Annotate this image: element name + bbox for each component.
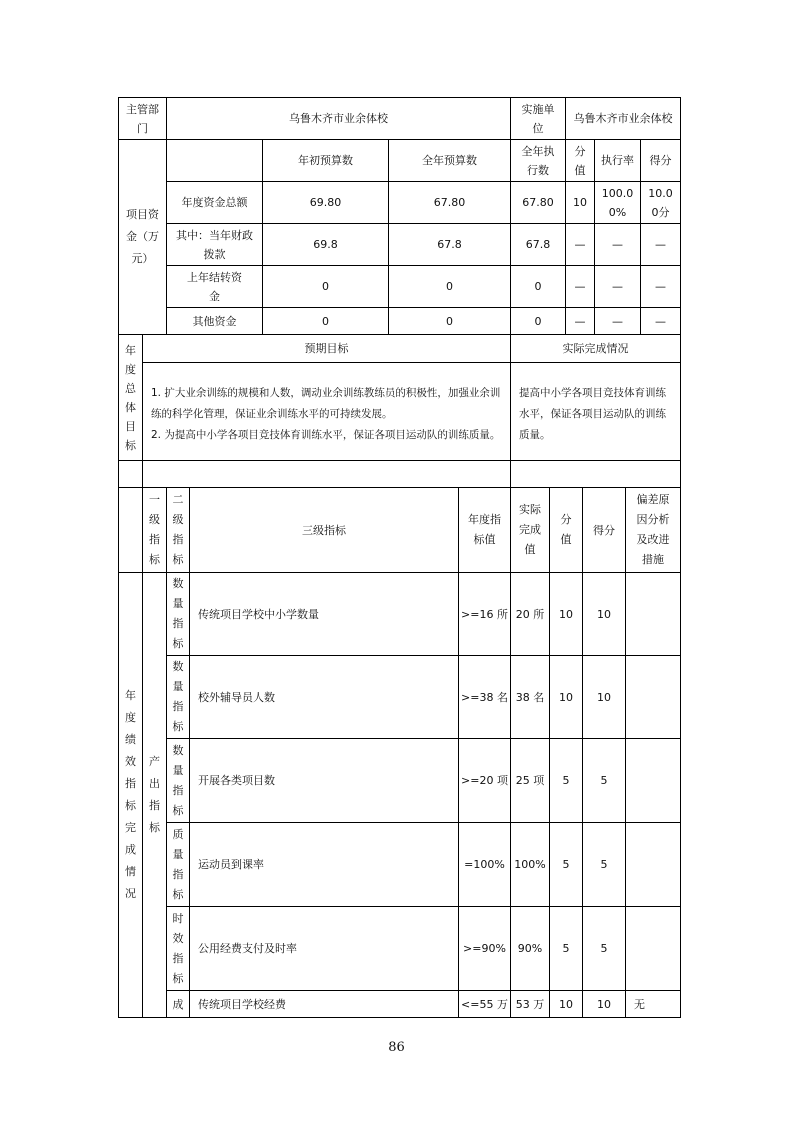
indicator-score-value: 10: [549, 655, 583, 739]
indicator-score: 10: [582, 655, 626, 739]
funds-row-name: 年度资金总额: [166, 181, 263, 224]
funds-row-initial: 0: [262, 307, 389, 335]
indicators-col-level1: 一级指标: [142, 487, 167, 573]
goals-actual-text: 提高中小学各项目竞技体育训练水平，保证各项目运动队的训练质量。: [510, 362, 681, 461]
indicator-actual: 53 万: [510, 990, 550, 1018]
indicator-level2: 数量指标: [166, 738, 190, 823]
funds-row-score-value: 10: [565, 181, 595, 224]
indicator-actual: 38 名: [510, 655, 550, 739]
indicator-score-value: 10: [549, 572, 583, 656]
funds-col-score: 得分: [640, 139, 681, 182]
indicator-note: [625, 906, 681, 991]
funds-row-score-value: —: [565, 307, 595, 335]
goals-expected-header: 预期目标: [142, 334, 511, 363]
funds-col-annual: 全年预算数: [388, 139, 511, 182]
funds-row-score-value: —: [565, 265, 595, 308]
indicator-level2: 数量指标: [166, 572, 190, 656]
indicators-col-note: 偏差原因分析及改进措施: [625, 487, 681, 573]
funds-row-score: —: [640, 307, 681, 335]
funds-col-executed: 全年执行数: [510, 139, 566, 182]
blank-cell: [510, 460, 681, 488]
indicator-name: 开展各类项目数: [189, 738, 459, 823]
indicators-col-level2: 二级指标: [166, 487, 190, 573]
funds-row-initial: 0: [262, 265, 389, 308]
goals-label: 年度总体目标: [118, 334, 143, 461]
indicator-level2: 数量指标: [166, 655, 190, 739]
goals-actual-header: 实际完成情况: [510, 334, 681, 363]
page-number: 86: [388, 1040, 405, 1055]
indicator-score-value: 5: [549, 822, 583, 907]
indicator-actual: 20 所: [510, 572, 550, 656]
funds-col-initial: 年初预算数: [262, 139, 389, 182]
indicator-target: >=20 项: [458, 738, 511, 823]
indicator-name: 运动员到课率: [189, 822, 459, 907]
indicator-note: [625, 572, 681, 656]
indicator-target: >=90%: [458, 906, 511, 991]
funds-row-score: —: [640, 223, 681, 266]
indicator-score: 10: [582, 990, 626, 1018]
indicator-score-value: 5: [549, 738, 583, 823]
funds-row-initial: 69.80: [262, 181, 389, 224]
funds-row-rate: 100.00%: [594, 181, 641, 224]
funds-row-name: 上年结转资金: [166, 265, 263, 308]
indicator-score-value: 10: [549, 990, 583, 1018]
funds-col-rate: 执行率: [594, 139, 641, 182]
indicators-col-level3: 三级指标: [189, 487, 459, 573]
funds-row-initial: 69.8: [262, 223, 389, 266]
impl-label: 实施单位: [510, 97, 566, 140]
indicator-name: 公用经费支付及时率: [189, 906, 459, 991]
indicator-score: 5: [582, 738, 626, 823]
funds-row-annual: 0: [388, 265, 511, 308]
indicator-score: 5: [582, 906, 626, 991]
funds-row-rate: —: [594, 223, 641, 266]
funds-row-executed: 0: [510, 265, 566, 308]
indicators-col-target: 年度指标值: [458, 487, 511, 573]
indicator-note: [625, 822, 681, 907]
goals-expected-text: 1. 扩大业余训练的规模和人数，调动业余训练教练员的积极性，加强业余训练的科学化管理，保证业余训练水平的可持续发展。 2. 为提高中小学各项目竞技体育训练水平，保证各项目运动队的训练质量。: [142, 362, 511, 461]
indicator-note: [625, 655, 681, 739]
indicators-section-label: 年度绩效指标完成情况: [118, 572, 143, 1018]
indicator-target: >=16 所: [458, 572, 511, 656]
funds-row-annual: 67.8: [388, 223, 511, 266]
funds-row-score: —: [640, 265, 681, 308]
funds-row-rate: —: [594, 307, 641, 335]
indicators-col-actual: 实际完成值: [510, 487, 550, 573]
indicator-level2: 质量指标: [166, 822, 190, 907]
funds-row-annual: 0: [388, 307, 511, 335]
funds-col-score-value: 分值: [565, 139, 595, 182]
indicators-header-blank: [118, 487, 143, 573]
indicator-name: 传统项目学校经费: [189, 990, 459, 1018]
indicator-note: 无: [625, 990, 681, 1018]
funds-row-executed: 67.80: [510, 181, 566, 224]
funds-label: 项目资金（万元）: [118, 139, 167, 335]
dept-value: 乌鲁木齐市业余体校: [166, 97, 511, 140]
indicator-score-value: 5: [549, 906, 583, 991]
indicator-target: =100%: [458, 822, 511, 907]
indicator-actual: 90%: [510, 906, 550, 991]
indicator-score: 10: [582, 572, 626, 656]
indicator-actual: 100%: [510, 822, 550, 907]
indicator-target: <=55 万: [458, 990, 511, 1018]
funds-row-rate: —: [594, 265, 641, 308]
funds-row-score-value: —: [565, 223, 595, 266]
indicator-level2: 成: [166, 990, 190, 1018]
indicator-name: 传统项目学校中小学数量: [189, 572, 459, 656]
indicator-score: 5: [582, 822, 626, 907]
blank-cell: [142, 460, 511, 488]
indicator-level2: 时效指标: [166, 906, 190, 991]
indicators-level1: 产出指标: [142, 572, 167, 1018]
indicator-target: >=38 名: [458, 655, 511, 739]
blank-cell: [118, 460, 143, 488]
impl-value: 乌鲁木齐市业余体校: [565, 97, 681, 140]
indicator-name: 校外辅导员人数: [189, 655, 459, 739]
funds-row-executed: 0: [510, 307, 566, 335]
indicator-note: [625, 738, 681, 823]
indicators-col-score-value: 分值: [549, 487, 583, 573]
funds-row-score: 10.00分: [640, 181, 681, 224]
funds-header-blank: [166, 139, 263, 182]
indicator-actual: 25 项: [510, 738, 550, 823]
funds-row-executed: 67.8: [510, 223, 566, 266]
dept-label: 主管部门: [118, 97, 167, 140]
indicators-col-score: 得分: [582, 487, 626, 573]
funds-row-name: 其中：当年财政拨款: [166, 223, 263, 266]
funds-row-annual: 67.80: [388, 181, 511, 224]
funds-row-name: 其他资金: [166, 307, 263, 335]
